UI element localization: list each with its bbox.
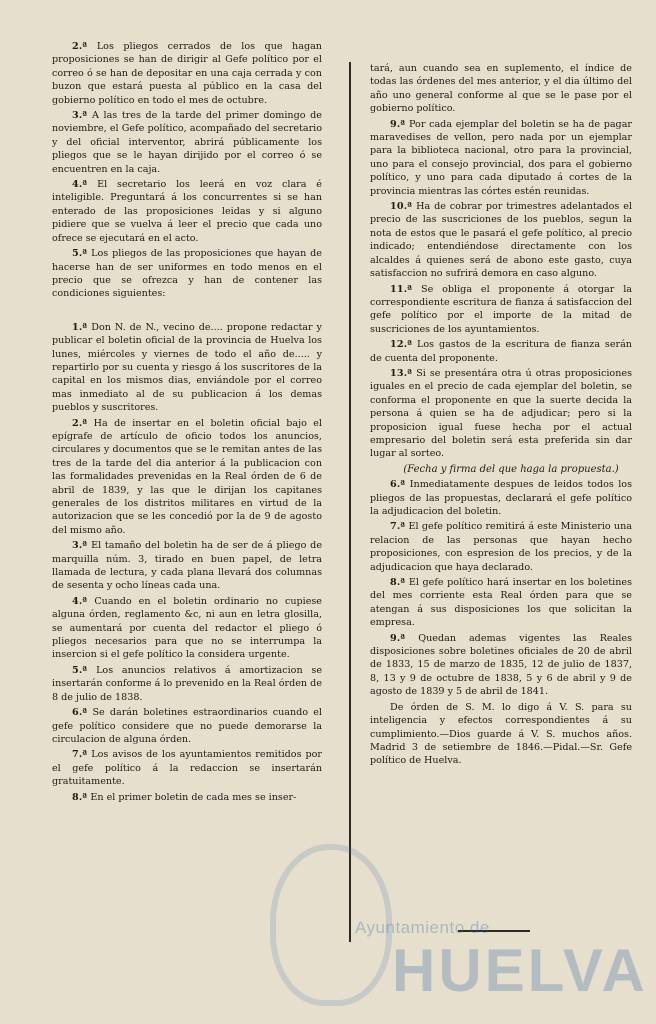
- condition-number: 5.ª: [72, 664, 88, 676]
- paragraph-text: El gefe político hará insertar en los boletines del mes corriente esta Real órden para que se atengan á sus disposiciones los que solicitan la empresa.: [370, 577, 632, 629]
- condition-9: [370, 118, 632, 198]
- left-column: [52, 40, 322, 984]
- paragraph-text: Los pliegos cerrados de los que hagan proposiciones se han de dirigir al Gefe político por el correo ó se han de depositar en una caja cerrada y con buzon que estará puesta al público en la casa del gobierno político en todo el mes de octubre.: [52, 41, 322, 106]
- paragraph-number: 8.ª: [390, 577, 406, 589]
- watermark-small-text: Ayuntamiento de: [355, 918, 490, 937]
- condition-number: 12.ª: [390, 339, 413, 351]
- condition-12: [370, 338, 632, 365]
- paragraph-4: [52, 178, 322, 245]
- paragraph-number: 5.ª: [72, 248, 88, 260]
- paragraph-number: 2.ª: [72, 41, 88, 52]
- paragraph-8: [370, 576, 632, 630]
- condition-number: 8.ª: [72, 791, 88, 803]
- paragraph-number: 6.ª: [390, 479, 406, 491]
- condition-number: 1.ª: [72, 321, 88, 333]
- paragraph-text: A las tres de la tarde del primer domingo de noviembre, el Gefe político, acompañado del secretario y del oficial interventor, abrirá públicamente los pliegos que se le hayan dirijido por el correo ó se encuentren en la caja.: [52, 110, 322, 175]
- paragraph-9: [370, 632, 632, 699]
- watermark-large-text: HUELVA: [392, 937, 648, 1004]
- condition-5: [52, 664, 322, 704]
- condition-text: Se obliga el proponente á otorgar la correspondiente escritura de fianza á satisfaccion del gefe político por el importe de la mitad de suscriciones de los ayuntamientos.: [370, 283, 632, 335]
- condition-6: [52, 706, 322, 746]
- condition-text: Los gastos de la escritura de fianza serán de cuenta del proponente.: [370, 339, 632, 364]
- condition-number: 3.ª: [72, 540, 88, 552]
- condition-number: 10.ª: [390, 201, 413, 213]
- condition-11: [370, 283, 632, 337]
- paragraph-text: Los pliegos de las proposiciones que hayan de hacerse han de ser uniformes en todo menos en el precio que se ofrezca y han de contener las condiciones siguientes:: [52, 248, 322, 300]
- signature-note: (Fecha y firma del que haga la propuesta.): [403, 463, 619, 475]
- condition-text: En el primer boletin de cada mes se inser-: [90, 791, 297, 803]
- condition-2: [52, 417, 322, 538]
- paragraph-2: [52, 40, 322, 107]
- condition-number: 11.ª: [390, 283, 413, 295]
- condition-text: El tamaño del boletin ha de ser de á pliego de marquilla núm. 3, tirado en buen papel, de letra llamada de lectura, y cada plana llevará dos columnas de sesenta y ocho líneas cada una.: [52, 540, 322, 592]
- condition-7: [52, 748, 322, 788]
- closing-paragraph: De órden de S. M. lo digo á V. S. para su inteligencia y efectos correspondientes á su cumplimiento.—Dios guarde á V. S. muchos años. Madrid 3 de setiembre de 1846.—Pidal.—Sr. Gefe político de Huelva.: [370, 701, 632, 767]
- paragraph-text: El gefe político remitirá á este Ministerio una relacion de las personas que hayan hecho proposiciones, con espresion de los precios, y de la adjudicacion que haya declarado.: [370, 521, 632, 573]
- condition-8: [52, 791, 322, 804]
- condition-number: 9.ª: [390, 118, 406, 130]
- condition-text: Los anuncios relativos á amortizacion se insertarán conforme á lo prevenido en la Real órden de 8 de julio de 1838.: [52, 664, 322, 703]
- condition-text: Por cada ejemplar del boletin se ha de pagar maravedises de vellon, pero nada por un ejemplar para la biblioteca nacional, otro para la provincial, uno para el consejo provincial, dos para el gobierno político, y uno para cada diputado á cortes de la provincia mientras las córtes estén reunidas.: [370, 118, 632, 197]
- condition-text: Se darán boletines estraordinarios cuando el gefe político considere que no puede demorarse la circulacion de alguna órden.: [52, 707, 322, 745]
- spacer: [52, 303, 322, 321]
- condition-text: Ha de insertar en el boletin oficial bajo el epígrafe de artículo de oficio todos los anuncios, circulares y documentos que se le remitan antes de las tres de la tarde del dia anterior á la publicacion con las formalidades prevenidas en la Real órden de 6 de abril de 1839, y las que le dirijan los capitanes generales de los distritos militares en virtud de la autorizacion que se les concedió por la de 9 de agosto del mismo año.: [52, 417, 322, 536]
- condition-text: Don N. de N., vecino de.... propone redactar y publicar el boletin oficial de la provincia de Huelva los lunes, miércoles y viernes de todo el año de..... y repartirlo por su cuenta y riesgo á los suscritores de la capital en los mismos dias, enviándole por el correo mas inmediato al de su publicacion á los demas pueblos y suscritores.: [52, 321, 322, 414]
- column-divider: [349, 62, 351, 942]
- paragraph-5: [52, 247, 322, 301]
- condition-number: 13.ª: [390, 367, 413, 379]
- condition-text: Si se presentára otra ú otras proposiciones iguales en el precio de cada ejemplar del boletin, se conforma el proponente en que la suerte decida la persona á quien se ha de adjudicar; pero si la proposicion igual fuese hecha por el actual empresario del boletin será esta preferida sin dar lugar al sorteo.: [370, 367, 632, 460]
- condition-text: Los avisos de los ayuntamientos remitidos por el gefe político á la redaccion se insertarán gratuitamente.: [52, 749, 322, 788]
- condition-number: 6.ª: [72, 707, 88, 719]
- condition-3: [52, 539, 322, 593]
- paragraph-number: 7.ª: [390, 521, 406, 533]
- paragraph-3: [52, 109, 322, 176]
- condition-13: [370, 367, 632, 461]
- condition-number: 2.ª: [72, 417, 88, 429]
- condition-text: Ha de cobrar por trimestres adelantados el precio de las suscriciones de los pueblos, segun la nota de estos que le pasará el gefe político, al precio indicado; entendiéndose directamente con los alcaldes á quienes será de abono este gasto, cuya satisfaccion no sufrirá demora en caso alguno.: [370, 201, 632, 280]
- paragraph-text: Inmediatamente despues de leidos todos los pliegos de las propuestas, declarará el gefe político la adjudicacion del boletin.: [370, 479, 632, 517]
- condition-1: [52, 321, 322, 415]
- paragraph-number: 9.ª: [390, 632, 406, 644]
- paragraph-7: [370, 520, 632, 574]
- right-column: [370, 62, 632, 984]
- paragraph-text: Quedan ademas vigentes las Reales disposiciones sobre boletines oficiales de 20 de abril de 1833, 15 de marzo de 1835, 12 de julio de 1837, 8, 13 y 9 de octubre de 1838, 5 y 6 de abril y 9 de agosto de 1839 y 5 de abril de 1841.: [370, 632, 632, 698]
- condition-10: [370, 200, 632, 280]
- paragraph-6: [370, 478, 632, 518]
- condition-4: [52, 595, 322, 662]
- paragraph-number: 4.ª: [72, 179, 88, 191]
- condition-text: Cuando en el boletin ordinario no cupiese alguna órden, reglamento &c, ni aun en letra glosilla, se aumentará por cuenta del redactor el pliego ó pliegos necesarios para que no se interrumpa la insercion si el gefe político la considera urgente.: [52, 595, 322, 661]
- paragraph-text: El secretario los leerá en voz clara é inteligible. Preguntará á los concurrentes si se han enterado de las proposiciones leidas y si alguno pidiere que se vuelva á leer el precio que cada uno ofrece se ejecutará en el acto.: [52, 179, 322, 244]
- paragraph-number: 3.ª: [72, 110, 88, 122]
- condition-8-continued: tará, aun cuando sea en suplemento, el índice de todas las órdenes del mes anterior, y el dia último del año uno general conforme al que se le pase por el gobierno político.: [370, 63, 632, 115]
- condition-number: 7.ª: [72, 749, 88, 761]
- condition-number: 4.ª: [72, 595, 88, 607]
